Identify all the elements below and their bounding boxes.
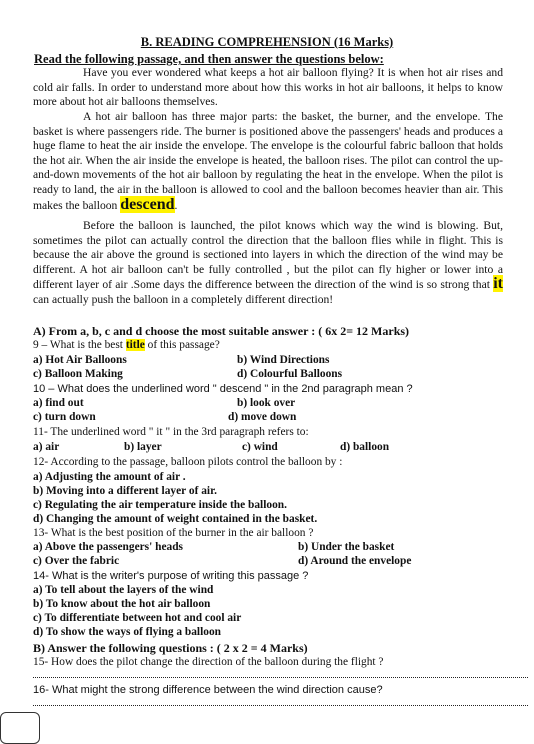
- paragraph-3-text: Before the balloon is launched, the pilot knows which way the wind is blowing. But, sometimes the pilot can actually control the direction that the balloon flies while in flight. This is because the air above the ground is sectioned into layers in which the direction of the wind may be different. A hot air balloon can't be fully controlled , but the pilot can fly higher or lower into a different layer of air .Some days the difference between the direction of the wind is so strong that: [33, 219, 503, 292]
- q11-option-d[interactable]: d) balloon: [340, 441, 390, 453]
- answer-line-16[interactable]: [33, 705, 528, 706]
- q9-text-end: of this passage?: [147, 339, 220, 351]
- paragraph-2: [33, 110, 503, 213]
- question-12: 12- According to the passage, balloon pilots control the balloon by :: [33, 456, 343, 468]
- q13-option-b[interactable]: b) Under the basket: [298, 541, 395, 553]
- instruction: Read the following passage, and then answer the questions below:: [34, 52, 384, 66]
- highlight-descend: descend: [120, 195, 175, 213]
- q9-text: 9 – What is the best: [33, 339, 123, 351]
- q14-option-d[interactable]: d) To show the ways of flying a balloon: [33, 626, 221, 638]
- highlight-title: title: [125, 339, 145, 351]
- q11-option-c[interactable]: c) wind: [242, 441, 278, 453]
- q10-option-b[interactable]: b) look over: [237, 397, 296, 409]
- q13-option-a[interactable]: a) Above the passengers' heads: [33, 541, 183, 553]
- q9-option-c[interactable]: c) Balloon Making: [33, 368, 123, 380]
- q13-option-c[interactable]: c) Over the fabric: [33, 555, 120, 567]
- question-11: 11- The underlined word " it " in the 3rd paragraph refers to:: [33, 426, 309, 438]
- q9-option-d[interactable]: d) Colourful Balloons: [237, 368, 343, 380]
- part-b-heading: B) Answer the following questions : ( 2 x 2 = 4 Marks): [33, 641, 308, 655]
- paragraph-2-end: .: [174, 198, 178, 212]
- q12-option-d[interactable]: d) Changing the amount of weight contained in the basket.: [33, 513, 318, 525]
- paragraph-1: Have you ever wondered what keeps a hot air balloon flying? It is when hot air rises and cold air falls. In order to understand more about how this works in hot air balloons, it helps to know more about hot air balloons themselves.: [33, 66, 503, 109]
- q14-option-a[interactable]: a) To tell about the layers of the wind: [33, 584, 214, 596]
- section-title: B. READING COMPREHENSION (16 Marks): [140, 35, 394, 49]
- q12-option-a[interactable]: a) Adjusting the amount of air .: [33, 471, 186, 483]
- q13-option-d[interactable]: d) Around the envelope: [298, 555, 412, 567]
- q11-option-a[interactable]: a) air: [33, 441, 60, 453]
- q12-option-c[interactable]: c) Regulating the air temperature inside the balloon.: [33, 499, 287, 511]
- q10-option-d[interactable]: d) move down: [228, 411, 297, 423]
- question-9: [33, 339, 220, 351]
- highlight-it: it: [493, 275, 503, 293]
- question-13: 13- What is the best position of the burner in the air balloon ?: [33, 527, 314, 539]
- paragraph-3: [33, 219, 503, 308]
- q14-option-b[interactable]: b) To know about the hot air balloon: [33, 598, 211, 610]
- q14-option-c[interactable]: c) To differentiate between hot and cool air: [33, 612, 242, 624]
- score-box: [0, 712, 40, 744]
- paragraph-2-text: A hot air balloon has three major parts: the basket, the burner, and the envelope. The basket is where passengers ride. The burner is positioned above the passengers' heads and produces a huge flame to heat the air inside the envelope. The envelope is the colourful fabric balloon that holds the hot air. When the air inside the envelope is heated, the balloon rises. The pilot can control the up-and-down movements of the hot air balloon by regulating the heat in the envelope. When the pilot is ready to land, the air in the balloon is allowed to cool and the balloon becomes heavier than air. This makes the balloon: [33, 110, 503, 212]
- answer-line-15[interactable]: [33, 677, 528, 678]
- q11-option-b[interactable]: b) layer: [124, 441, 162, 453]
- q9-option-a[interactable]: a) Hot Air Balloons: [33, 354, 127, 366]
- question-15: 15- How does the pilot change the direction of the balloon during the flight ?: [33, 656, 384, 668]
- q9-option-b[interactable]: b) Wind Directions: [237, 354, 330, 366]
- paragraph-3-end: can actually push the balloon in a completely different direction!: [33, 292, 334, 306]
- q12-option-b[interactable]: b) Moving into a different layer of air.: [33, 485, 217, 497]
- q10-option-c[interactable]: c) turn down: [33, 411, 96, 423]
- question-10: 10 – What does the underlined word " descend " in the 2nd paragraph mean ?: [33, 383, 413, 395]
- question-14: 14- What is the writer's purpose of writing this passage ?: [33, 570, 309, 582]
- part-a-heading: A) From a, b, c and d choose the most suitable answer : ( 6x 2= 12 Marks): [33, 324, 410, 338]
- q10-option-a[interactable]: a) find out: [33, 397, 84, 409]
- question-16: 16- What might the strong difference between the wind direction cause?: [33, 684, 383, 696]
